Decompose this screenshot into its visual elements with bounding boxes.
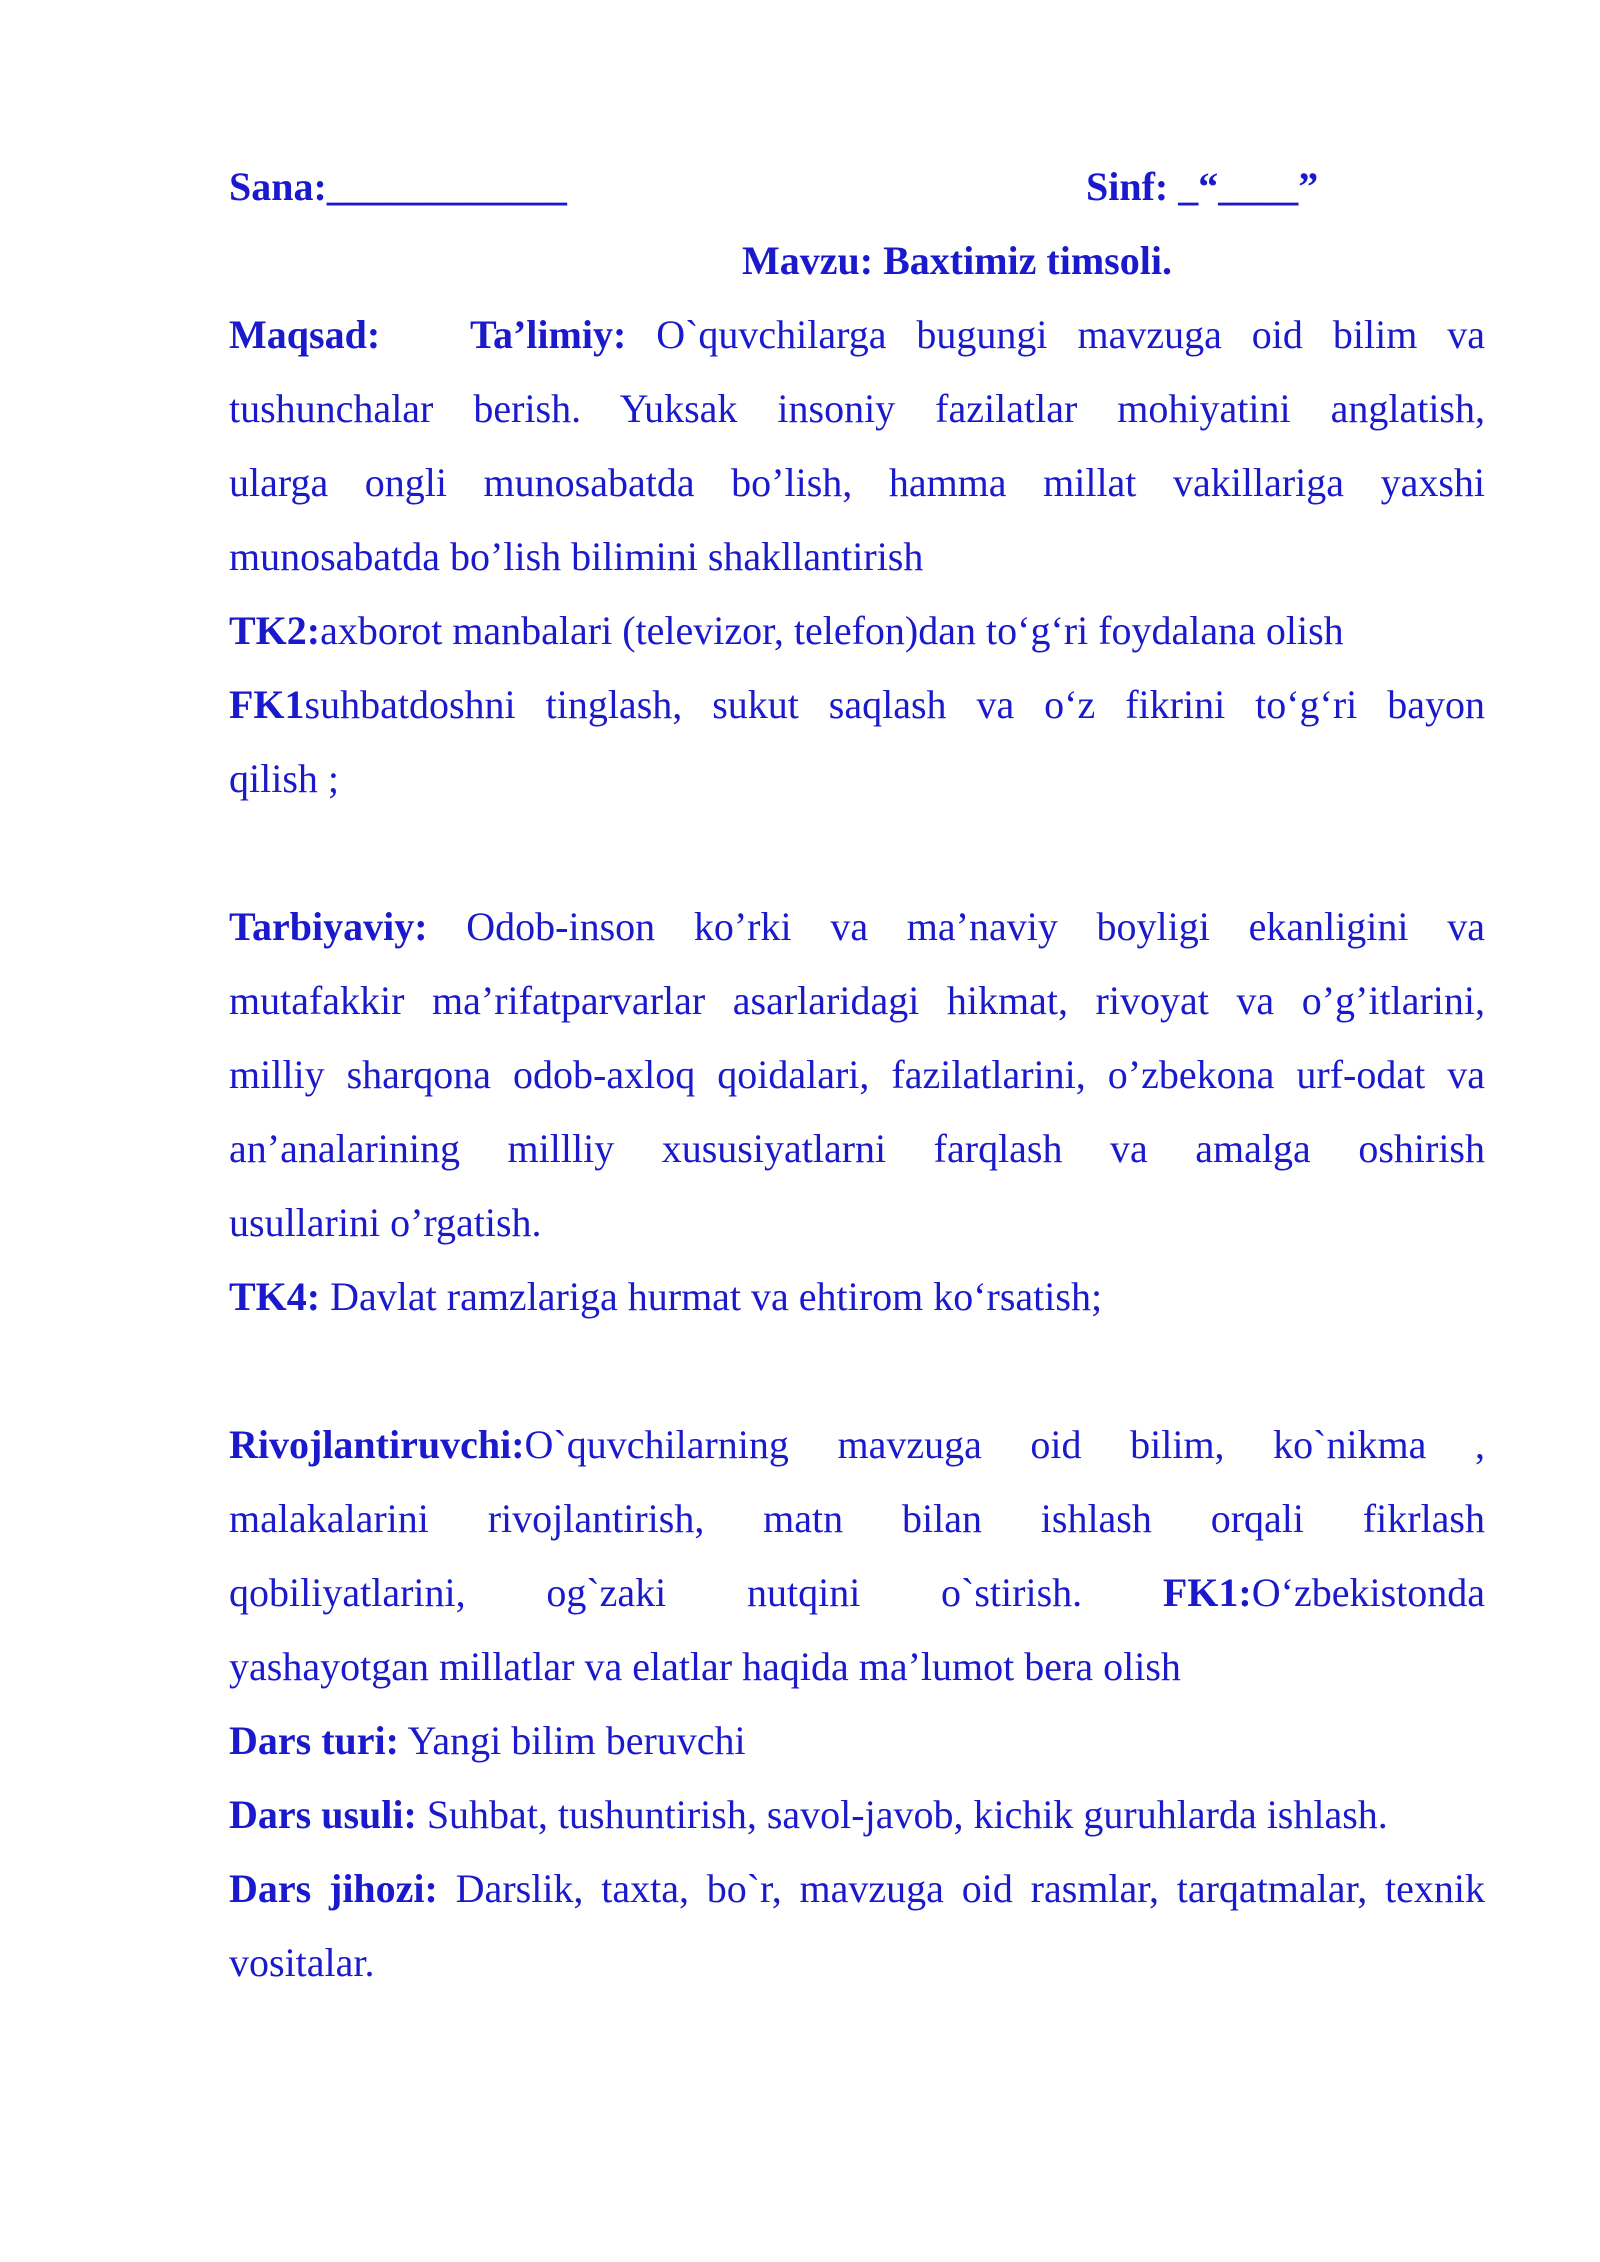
tk2-line — [229, 594, 1485, 668]
tarbiyaviy-line-5: usullarini o’rgatish. — [229, 1200, 542, 1245]
maqsad-text-1: O`quvchilarga bugungi mavzuga oid bilim va — [656, 312, 1485, 357]
lesson-topic: Mavzu: Baxtimiz timsoli. — [742, 238, 1172, 283]
maqsad-label: Maqsad: — [229, 312, 381, 357]
talimiy-label: Ta’limiy: — [469, 312, 627, 357]
rivoj-line-2: malakalarini rivojlantirish, matn bilan ishlash orqali fikrlash — [229, 1496, 1485, 1541]
header-row — [229, 150, 1485, 224]
tarbiyaviy-line-3: milliy sharqona odob-axloq qoidalari, fazilatlarini, o’zbekona urf-odat va — [229, 1052, 1485, 1097]
tk4-line — [229, 1260, 1485, 1334]
rivoj-fk1-text: O‘zbekistonda — [1251, 1570, 1486, 1615]
dars-jihozi-line-1 — [229, 1852, 1485, 1926]
tk2-text: axborot manbalari (televizor, telefon)dan to‘g‘ri foydalana olish — [320, 608, 1344, 653]
rivoj-line-3 — [229, 1556, 1485, 1630]
tarbiyaviy-text-1: Odob-inson ko’rki va ma’naviy boyligi ekanligini va — [466, 904, 1485, 949]
tk2-label: TK2: — [229, 608, 321, 653]
spacer — [229, 816, 1485, 890]
rivoj-label: Rivojlantiruvchi: — [229, 1422, 525, 1467]
maqsad-line-2: tushunchalar berish. Yuksak insoniy fazilatlar mohiyatini anglatish, — [229, 386, 1485, 431]
maqsad-line-3: ularga ongli munosabatda bo’lish, hamma millat vakillariga yaxshi — [229, 460, 1485, 505]
dars-turi-label: Dars turi: — [229, 1718, 399, 1763]
sana-field: Sana:____________ — [229, 164, 567, 209]
rivoj-fk1-label: FK1: — [1162, 1570, 1252, 1615]
tarbiyaviy-line-1 — [229, 890, 1485, 964]
document-page — [229, 150, 1485, 2000]
fk1-label: FK1 — [229, 682, 305, 727]
tk4-text: Davlat ramzlariga hurmat va ehtirom ko‘rsatish; — [330, 1274, 1103, 1319]
dars-jihozi-label: Dars jihozi: — [229, 1866, 438, 1911]
maqsad-line-1 — [229, 298, 1485, 372]
tk4-label: TK4: — [229, 1274, 321, 1319]
dars-usuli-text: Suhbat, tushuntirish, savol-javob, kichik guruhlarda ishlash. — [426, 1792, 1388, 1837]
tarbiyaviy-label: Tarbiyaviy: — [229, 904, 428, 949]
dars-jihozi-text-1: Darslik, taxta, bo`r, mavzuga oid rasmlar, tarqatmalar, texnik — [455, 1866, 1486, 1911]
rivoj-line-1 — [229, 1408, 1485, 1482]
dars-jihozi-line-2: vositalar. — [229, 1940, 375, 1985]
dars-usuli-line — [229, 1778, 1485, 1852]
dars-turi-line — [229, 1704, 1485, 1778]
sinf-field: Sinf: _“____” — [1086, 164, 1319, 209]
dars-usuli-label: Dars usuli: — [229, 1792, 417, 1837]
fk1-line-2: qilish ; — [229, 756, 340, 801]
fk1-text-1: suhbatdoshni tinglash, sukut saqlash va o‘z fikrini to‘g‘ri bayon — [304, 682, 1485, 727]
rivoj-line-4: yashayotgan millatlar va elatlar haqida ma’lumot bera olish — [229, 1644, 1181, 1689]
tarbiyaviy-line-2: mutafakkir ma’rifatparvarlar asarlaridagi hikmat, rivoyat va o’g’itlarini, — [229, 978, 1485, 1023]
fk1-line-1 — [229, 668, 1485, 742]
dars-turi-text: Yangi bilim beruvchi — [407, 1718, 746, 1763]
rivoj-text-3: qobiliyatlarini, og`zaki nutqini o`stirish. — [229, 1570, 1083, 1615]
spacer — [229, 1334, 1485, 1408]
tarbiyaviy-line-4: an’analarining millliy xususiyatlarni farqlash va amalga oshirish — [229, 1126, 1485, 1171]
rivoj-text-1: O`quvchilarning mavzuga oid bilim, ko`nikma , — [524, 1422, 1485, 1467]
maqsad-line-4: munosabatda bo’lish bilimini shakllantirish — [229, 534, 924, 579]
